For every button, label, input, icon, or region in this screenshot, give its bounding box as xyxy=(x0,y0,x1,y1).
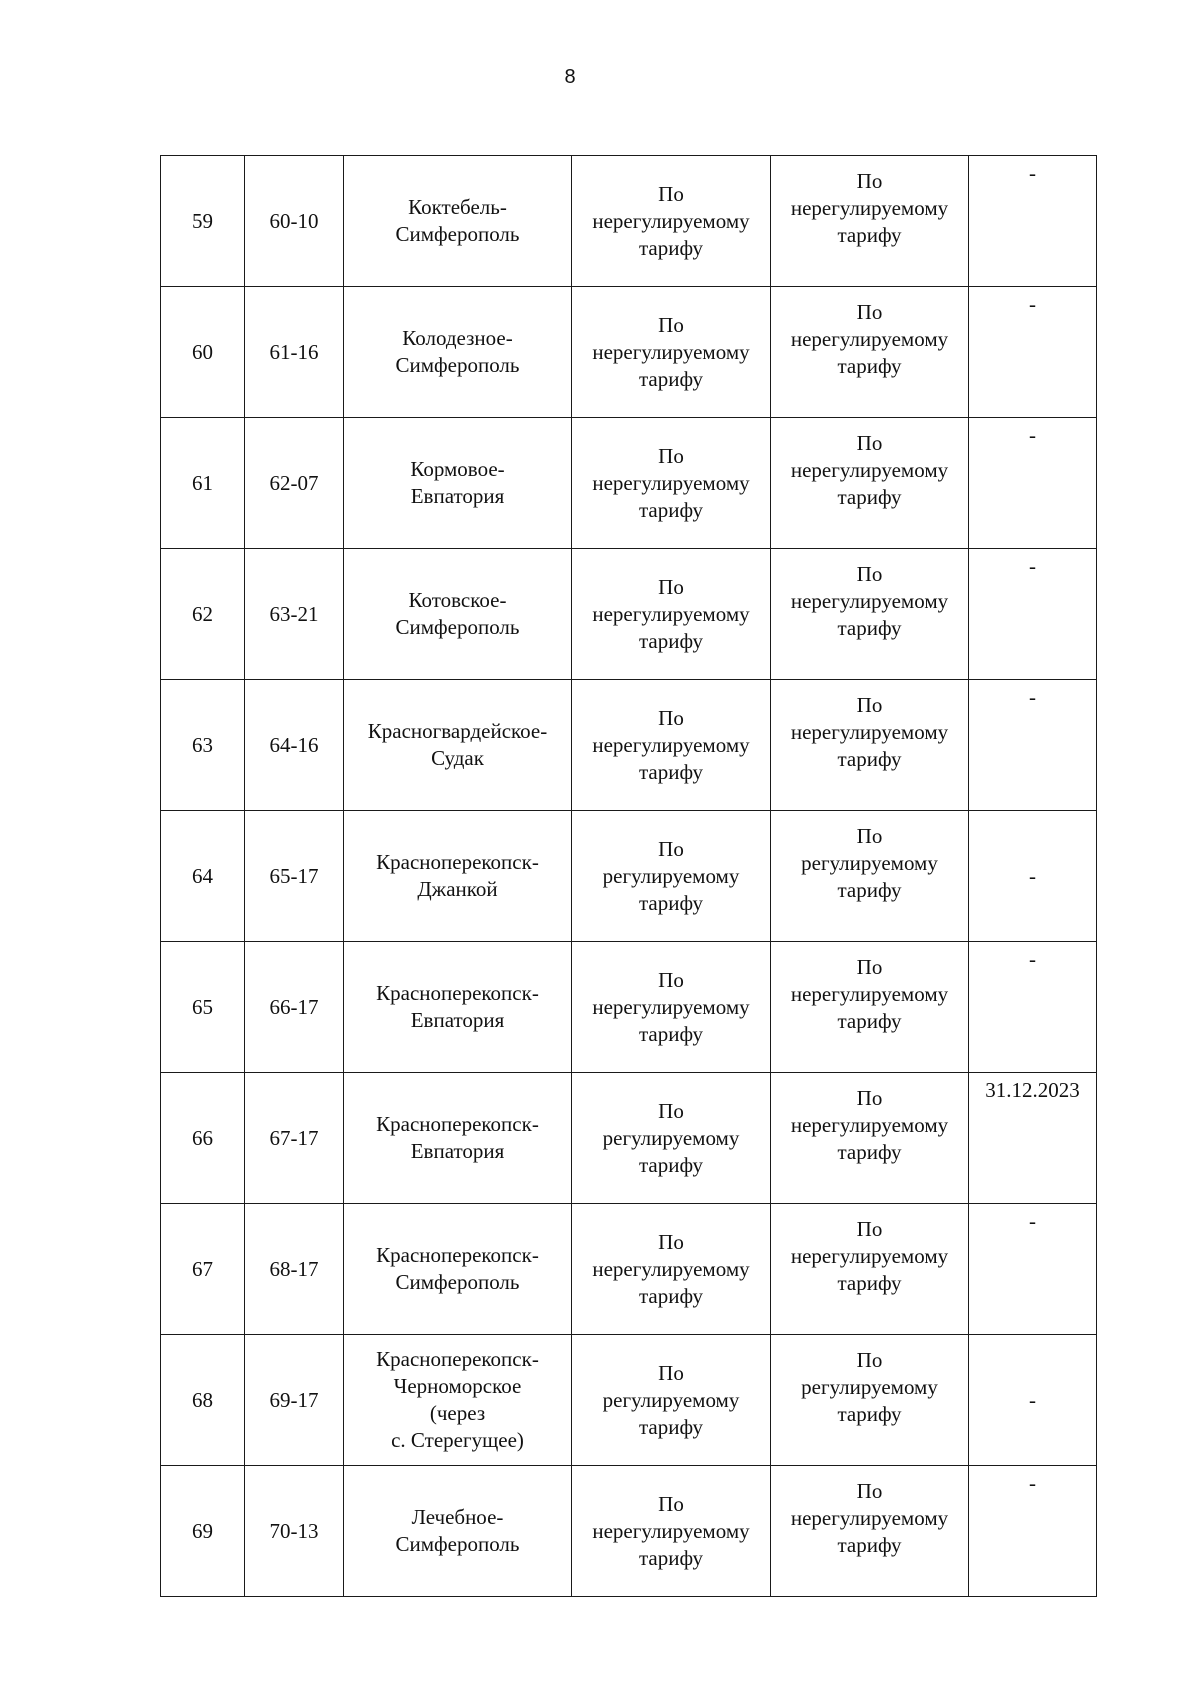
route-name-end: Евпатория xyxy=(410,1139,505,1163)
date-cell xyxy=(969,1204,1097,1335)
route-name-end: Евпатория xyxy=(410,484,505,508)
route-name-cell xyxy=(344,1204,572,1335)
route-name-start: Кормовое- xyxy=(410,457,505,481)
row-number: 65 xyxy=(192,994,213,1019)
tariff-type-cell xyxy=(572,1466,771,1597)
tariff-type-planned-cell xyxy=(771,1073,969,1204)
route-name-cell xyxy=(344,418,572,549)
route-name-cell xyxy=(344,1073,572,1204)
tariff-type-cell xyxy=(572,1204,771,1335)
tariff-type: По нерегулируемому тарифу xyxy=(592,312,750,391)
tariff-type-planned: По нерегулируемому тарифу xyxy=(790,955,949,1033)
table-row xyxy=(161,942,1097,1073)
date-cell xyxy=(969,1073,1097,1204)
route-code-cell xyxy=(245,1204,344,1335)
route-name-start: Красноперекопск- xyxy=(376,1112,539,1136)
table-row xyxy=(161,811,1097,942)
row-number-cell xyxy=(161,1466,245,1597)
row-number-cell xyxy=(161,1073,245,1204)
tariff-type-planned-cell xyxy=(771,1335,969,1466)
tariff-type-cell xyxy=(572,549,771,680)
route-name-cell xyxy=(344,1466,572,1597)
row-number-cell xyxy=(161,1204,245,1335)
route-code: 70-13 xyxy=(269,1518,319,1543)
row-number: 60 xyxy=(192,339,213,364)
route-name-cell xyxy=(344,156,572,287)
tariff-type-cell xyxy=(572,680,771,811)
row-number: 59 xyxy=(192,208,213,233)
date-cell xyxy=(969,1335,1097,1466)
tariff-type: По нерегулируемому тарифу xyxy=(592,705,750,784)
tariff-type: По нерегулируемому тарифу xyxy=(592,1229,750,1308)
table-row xyxy=(161,549,1097,680)
date-cell xyxy=(969,549,1097,680)
date-value: - xyxy=(1029,554,1036,578)
table-row xyxy=(161,680,1097,811)
route-name-start: Красноперекопск- xyxy=(376,1347,539,1371)
route-name-end: Симферополь xyxy=(395,615,520,639)
date-cell xyxy=(969,418,1097,549)
route-name-cell xyxy=(344,942,572,1073)
tariff-type: По нерегулируемому тарифу xyxy=(592,181,750,260)
route-name-start: Колодезное- xyxy=(402,326,513,350)
route-name-end: Симферополь xyxy=(395,1532,520,1556)
date-cell xyxy=(969,942,1097,1073)
route-code: 64-16 xyxy=(269,732,319,757)
tariff-type-cell xyxy=(572,287,771,418)
date-cell xyxy=(969,1466,1097,1597)
tariff-type-cell xyxy=(572,1335,771,1466)
route-code-cell xyxy=(245,811,344,942)
route-name-cell xyxy=(344,811,572,942)
tariff-type-cell xyxy=(572,942,771,1073)
routes-table-body xyxy=(161,156,1097,1597)
tariff-type-planned-cell xyxy=(771,942,969,1073)
table-row xyxy=(161,1466,1097,1597)
route-code-cell xyxy=(245,418,344,549)
date-value: - xyxy=(1029,863,1036,888)
tariff-type-planned: По нерегулируемому тарифу xyxy=(790,1217,949,1295)
tariff-type-planned-cell xyxy=(771,418,969,549)
route-name-end: Судак xyxy=(431,746,484,770)
tariff-type-planned-cell xyxy=(771,1466,969,1597)
route-code: 69-17 xyxy=(269,1387,319,1412)
tariff-type-planned: По нерегулируемому тарифу xyxy=(790,169,949,247)
date-value: - xyxy=(1029,161,1036,185)
date-cell xyxy=(969,156,1097,287)
page-number: 8 xyxy=(564,66,576,88)
tariff-type: По нерегулируемому тарифу xyxy=(592,574,750,653)
row-number-cell xyxy=(161,1335,245,1466)
route-code-cell xyxy=(245,156,344,287)
route-code-cell xyxy=(245,942,344,1073)
row-number: 64 xyxy=(192,863,213,888)
date-cell xyxy=(969,680,1097,811)
tariff-type-cell xyxy=(572,1073,771,1204)
tariff-type-planned: По нерегулируемому тарифу xyxy=(790,1086,949,1164)
row-number-cell xyxy=(161,418,245,549)
route-code-cell xyxy=(245,549,344,680)
tariff-type-planned: По нерегулируемому тарифу xyxy=(790,693,949,771)
route-code: 63-21 xyxy=(269,601,319,626)
row-number: 69 xyxy=(192,1518,213,1543)
route-name-start: Красноперекопск- xyxy=(376,981,539,1005)
tariff-type-planned: По нерегулируемому тарифу xyxy=(790,300,949,378)
route-code-cell xyxy=(245,1466,344,1597)
table-row xyxy=(161,1204,1097,1335)
table-row xyxy=(161,1335,1097,1466)
route-name-cell xyxy=(344,680,572,811)
route-name-start: Красноперекопск- xyxy=(376,850,539,874)
row-number: 67 xyxy=(192,1256,213,1281)
row-number: 63 xyxy=(192,732,213,757)
date-value: - xyxy=(1029,685,1036,709)
tariff-type-cell xyxy=(572,156,771,287)
route-name-start: Коктебель- xyxy=(408,195,507,219)
route-code: 67-17 xyxy=(269,1125,319,1150)
row-number: 62 xyxy=(192,601,213,626)
tariff-type: По регулируемому тарифу xyxy=(602,836,740,915)
tariff-type: По нерегулируемому тарифу xyxy=(592,1491,750,1570)
tariff-type-planned-cell xyxy=(771,811,969,942)
tariff-type: По нерегулируемому тарифу xyxy=(592,443,750,522)
route-code: 62-07 xyxy=(269,470,319,495)
route-name-cell xyxy=(344,1335,572,1466)
route-code: 65-17 xyxy=(269,863,319,888)
route-name-start: Лечебное- xyxy=(411,1505,504,1529)
route-code: 66-17 xyxy=(269,994,319,1019)
route-name-end: Евпатория xyxy=(410,1008,505,1032)
route-code: 60-10 xyxy=(269,208,319,233)
tariff-type-planned: По нерегулируемому тарифу xyxy=(790,431,949,509)
tariff-type-cell xyxy=(572,811,771,942)
date-value: - xyxy=(1029,1209,1036,1233)
tariff-type-planned: По регулируемому тарифу xyxy=(801,824,938,902)
tariff-type: По нерегулируемому тарифу xyxy=(592,967,750,1046)
tariff-type-planned-cell xyxy=(771,1204,969,1335)
tariff-type-cell xyxy=(572,418,771,549)
route-name-start: Котовское- xyxy=(408,588,507,612)
route-code-cell xyxy=(245,1073,344,1204)
row-number-cell xyxy=(161,942,245,1073)
table-row xyxy=(161,418,1097,549)
route-code: 61-16 xyxy=(269,339,319,364)
tariff-type-planned-cell xyxy=(771,680,969,811)
route-code-cell xyxy=(245,287,344,418)
tariff-type: По регулируемому тарифу xyxy=(602,1098,740,1177)
row-number: 66 xyxy=(192,1125,213,1150)
tariff-type: По регулируемому тарифу xyxy=(602,1360,740,1439)
route-code-cell xyxy=(245,1335,344,1466)
date-value: - xyxy=(1029,1471,1036,1495)
row-number-cell xyxy=(161,680,245,811)
tariff-type-planned-cell xyxy=(771,549,969,680)
row-number: 68 xyxy=(192,1387,213,1412)
route-name-end: Черноморское (через с. Стерегущее) xyxy=(391,1374,524,1452)
tariff-type-planned: По регулируемому тарифу xyxy=(801,1348,938,1426)
tariff-type-planned: По нерегулируемому тарифу xyxy=(790,562,949,640)
tariff-type-planned-cell xyxy=(771,287,969,418)
row-number-cell xyxy=(161,549,245,680)
table-row xyxy=(161,156,1097,287)
date-value: 31.12.2023 xyxy=(985,1078,1080,1102)
date-cell xyxy=(969,287,1097,418)
date-value: - xyxy=(1029,423,1036,447)
row-number-cell xyxy=(161,156,245,287)
route-name-end: Джанкой xyxy=(417,877,498,901)
table-row xyxy=(161,1073,1097,1204)
routes-table xyxy=(160,155,1097,1597)
date-value: - xyxy=(1029,1387,1036,1412)
route-code: 68-17 xyxy=(269,1256,319,1281)
route-name-cell xyxy=(344,549,572,680)
route-name-end: Симферополь xyxy=(395,353,520,377)
date-value: - xyxy=(1029,292,1036,316)
date-value: - xyxy=(1029,947,1036,971)
tariff-type-planned-cell xyxy=(771,156,969,287)
row-number: 61 xyxy=(192,470,213,495)
row-number-cell xyxy=(161,811,245,942)
table-row xyxy=(161,287,1097,418)
route-code-cell xyxy=(245,680,344,811)
route-name-start: Красноперекопск- xyxy=(376,1243,539,1267)
route-name-end: Симферополь xyxy=(395,1270,520,1294)
tariff-type-planned: По нерегулируемому тарифу xyxy=(790,1479,949,1557)
route-name-cell xyxy=(344,287,572,418)
route-name-end: Симферополь xyxy=(395,222,520,246)
route-name-start: Красногвардейское- xyxy=(367,719,548,743)
date-cell xyxy=(969,811,1097,942)
row-number-cell xyxy=(161,287,245,418)
